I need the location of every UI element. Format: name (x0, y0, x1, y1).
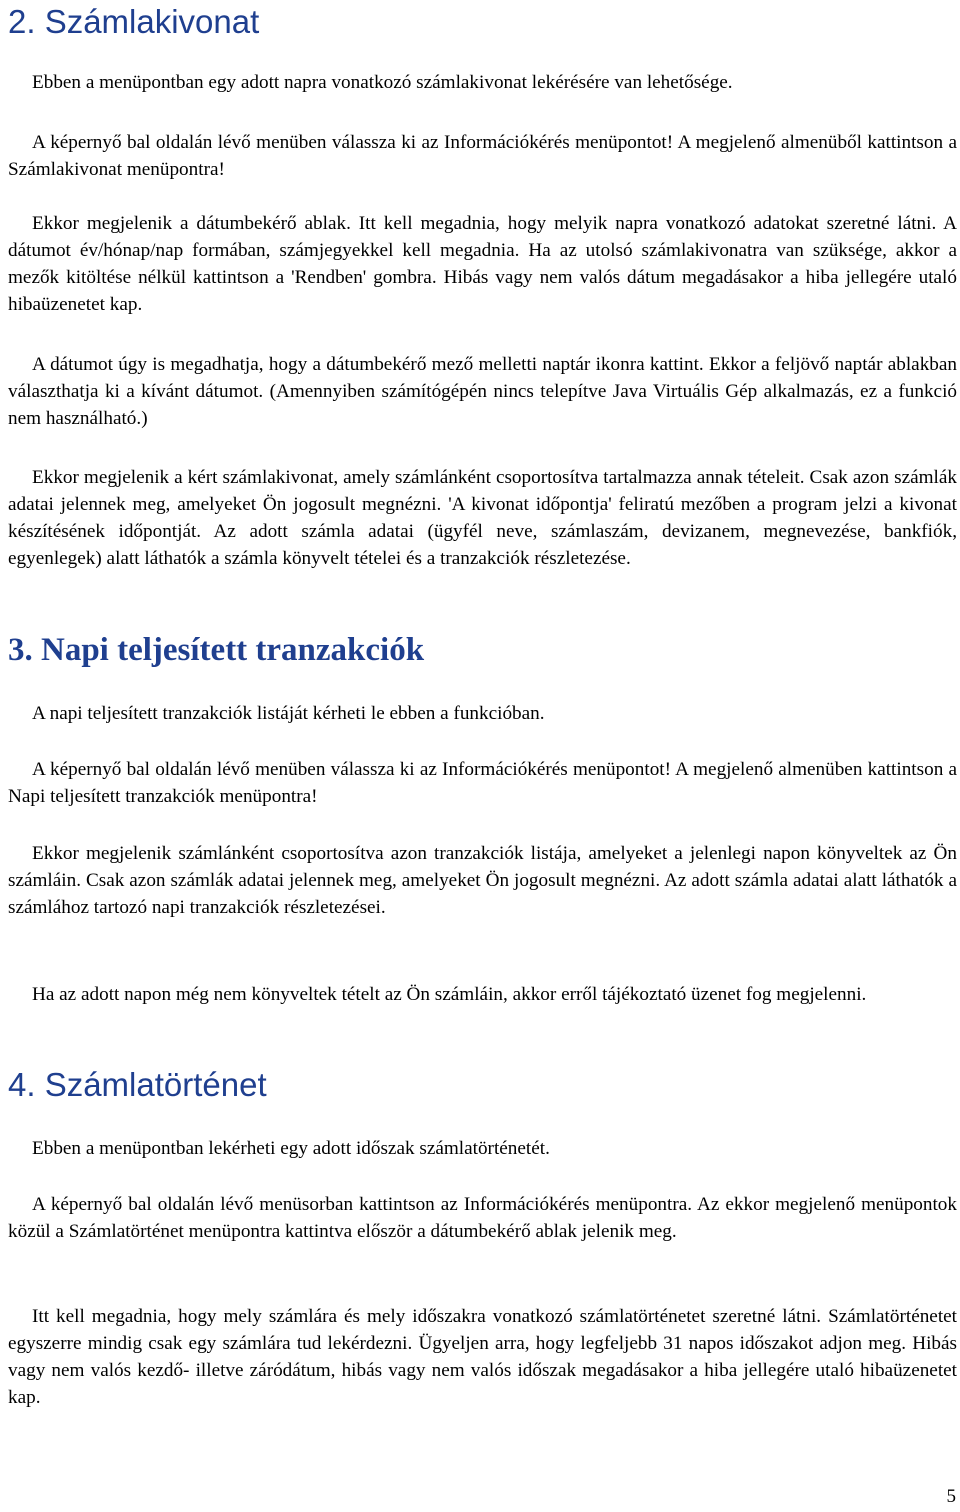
paragraph: Ebben a menüpontban lekérheti egy adott időszak számlatörténetét. (32, 1138, 550, 1159)
section-heading-napi-tranzakciok: 3. Napi teljesített tranzakciók (8, 632, 425, 668)
paragraph: Ha az adott napon még nem könyveltek tételt az Ön számláin, akkor erről tájékoztató üzenet fog megjelenni. (32, 984, 867, 1005)
paragraph: A napi teljesített tranzakciók listáját kérheti le ebben a funkcióban. (32, 703, 545, 724)
paragraph: Ebben a menüpontban egy adott napra vonatkozó számlakivonat lekérésére van lehetősége. (32, 72, 733, 93)
paragraph: A dátumot úgy is megadhatja, hogy a dátumbekérő mező melletti naptár ikonra kattint. Ekkor a feljövő naptár ablakban választhatja ki a kívánt dátumot. (Amennyiben számítógépén nincs telepítve Java Virtuális Gép alkalmazás, ez a funkció nem használható.) (8, 354, 957, 429)
paragraph: A képernyő bal oldalán lévő menüben válassza ki az Információkérés menüpontot! A megjelenő almenüben kattintson a Napi teljesített tranzakciók menüpontra! (8, 759, 957, 807)
section-heading-szamlakivonat: 2. Számlakivonat (8, 3, 260, 40)
paragraph: A képernyő bal oldalán lévő menüsorban kattintson az Információkérés menüpontra. Az ekkor megjelenő menüpontok közül a Számlatörténet menüpontra kattintva először a dátumbekérő ablak jelenik meg. (8, 1194, 957, 1242)
paragraph: A képernyő bal oldalán lévő menüben válassza ki az Információkérés menüpontot! A megjelenő almenüből kattintson a Számlakivonat menüpontra! (8, 132, 957, 180)
page-number: 5 (946, 1486, 956, 1507)
paragraph: Itt kell megadnia, hogy mely számlára és mely időszakra vonatkozó számlatörténetet szeretné látni. Számlatörténetet egyszerre mindig csak egy számlára tud lekérdezni. Ügyeljen arra, hogy legfeljebb 31 napos időszakot adjon meg. Hibás vagy nem valós kezdő- illetve záródátum, hibás vagy nem valós időszak megadásakor a hiba jellegére utaló hibaüzenetet kap. (8, 1306, 957, 1408)
section-heading-szamlatortenet: 4. Számlatörténet (8, 1066, 267, 1103)
paragraph: Ekkor megjelenik a kért számlakivonat, amely számlánként csoportosítva tartalmazza annak tételeit. Csak azon számlák adatai jelennek meg, amelyeket Ön jogosult megnézni. 'A kivonat időpontja' feliratú mezőben a program jelzi a kivonat készítésének időpontját. Az adott számla adatai (ügyfél neve, számlaszám, devizanem, megnevezése, bankfiók, egyenlegek) alatt láthatók a számla könyvelt tételei és a tranzakciók részletezése. (8, 467, 957, 569)
paragraph: Ekkor megjelenik számlánként csoportosítva azon tranzakciók listája, amelyeket a jelenlegi napon könyveltek az Ön számláin. Csak azon számlák adatai jelennek meg, amelyeket Ön jogosult megnézni. Az adott számla adatai alatt láthatók a számlához tartozó napi tranzakciók részletezései. (8, 843, 957, 918)
paragraph: Ekkor megjelenik a dátumbekérő ablak. Itt kell megadnia, hogy melyik napra vonatkozó adatokat szeretné látni. A dátumot év/hónap/nap formában, számjegyekkel kell megadnia. Ha az utolsó számlakivonatra van szüksége, akkor a mezők kitöltése nélkül kattintson a 'Rendben' gombra. Hibás vagy nem valós dátum megadásakor a hiba jellegére utaló hibaüzenetet kap. (8, 213, 957, 315)
